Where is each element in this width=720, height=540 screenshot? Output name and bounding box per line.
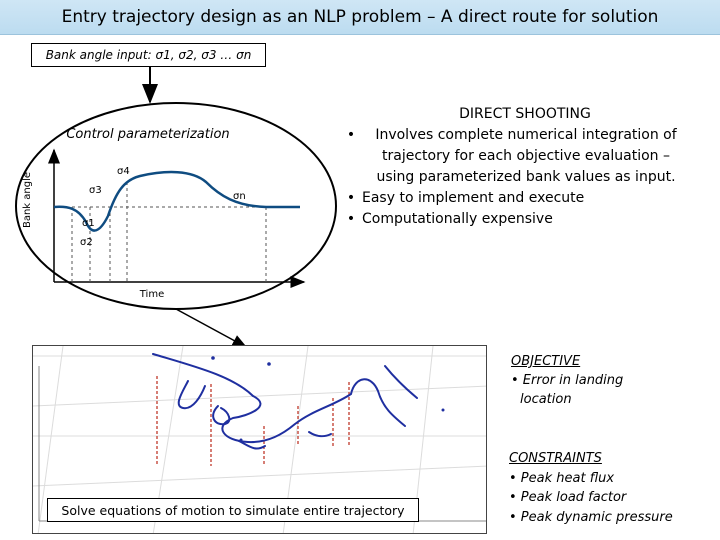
simulation-label-box bbox=[47, 498, 419, 522]
trajectory-drop-lines bbox=[157, 376, 349, 466]
constraint-item: • Peak dynamic pressure bbox=[509, 509, 673, 525]
objective-item: • Error in landing bbox=[511, 373, 624, 388]
sigma1-label: σ1 bbox=[82, 218, 95, 229]
constraints-panel bbox=[509, 449, 673, 527]
direct-shooting-panel bbox=[340, 104, 690, 230]
trajectory-path bbox=[153, 354, 417, 449]
sigman-label: σn bbox=[233, 191, 246, 202]
trajectory-dots bbox=[211, 356, 444, 441]
direct-shooting-bullet bbox=[340, 125, 690, 188]
sigma4-label: σ4 bbox=[117, 166, 130, 177]
objective-heading: OBJECTIVE bbox=[511, 354, 581, 369]
direct-shooting-bullet bbox=[340, 188, 690, 209]
output-arrow bbox=[176, 309, 246, 347]
constraint-item: • Peak load factor bbox=[509, 490, 627, 505]
objective-panel bbox=[511, 352, 623, 409]
bullet-dot: • bbox=[346, 127, 356, 143]
slide-title-text: Entry trajectory design as an NLP problem – A direct route for solution bbox=[61, 7, 659, 27]
bank-angle-axis-label: Bank angle bbox=[22, 171, 33, 229]
trajectory-dot bbox=[442, 409, 445, 412]
constraint-item: • Peak heat flux bbox=[509, 470, 615, 486]
trajectory-dot bbox=[211, 356, 215, 360]
trajectory-dot bbox=[240, 439, 243, 442]
bank-angle-input-label: Bank angle input: σ1, σ2, σ3 … σn bbox=[45, 48, 252, 62]
bullet-text: Involves complete numerical integration of trajectory for each objective evaluation – using parameterized bank values as input. bbox=[375, 127, 677, 185]
sigma3-label: σ3 bbox=[89, 185, 102, 196]
sigma2-label: σ2 bbox=[80, 237, 93, 248]
constraints-heading: CONSTRAINTS bbox=[509, 451, 602, 466]
control-title: Control parameterization bbox=[66, 127, 230, 142]
simulation-label: Solve equations of motion to simulate entire trajectory bbox=[61, 502, 405, 518]
trajectory-segment-loop bbox=[179, 381, 205, 408]
bullet-text: Computationally expensive bbox=[362, 211, 553, 227]
direct-shooting-bullet bbox=[340, 209, 690, 230]
time-axis-label: Time bbox=[139, 289, 165, 300]
bullet-dot: • bbox=[346, 211, 356, 227]
trajectory-segment-right bbox=[385, 366, 417, 398]
trajectory-segment-main bbox=[153, 354, 405, 442]
trajectory-dot bbox=[267, 362, 271, 366]
bullet-dot: • bbox=[346, 190, 356, 206]
bullet-text: Easy to implement and execute bbox=[362, 190, 585, 206]
direct-shooting-heading: DIRECT SHOOTING bbox=[459, 106, 591, 122]
objective-item: location bbox=[520, 392, 572, 407]
